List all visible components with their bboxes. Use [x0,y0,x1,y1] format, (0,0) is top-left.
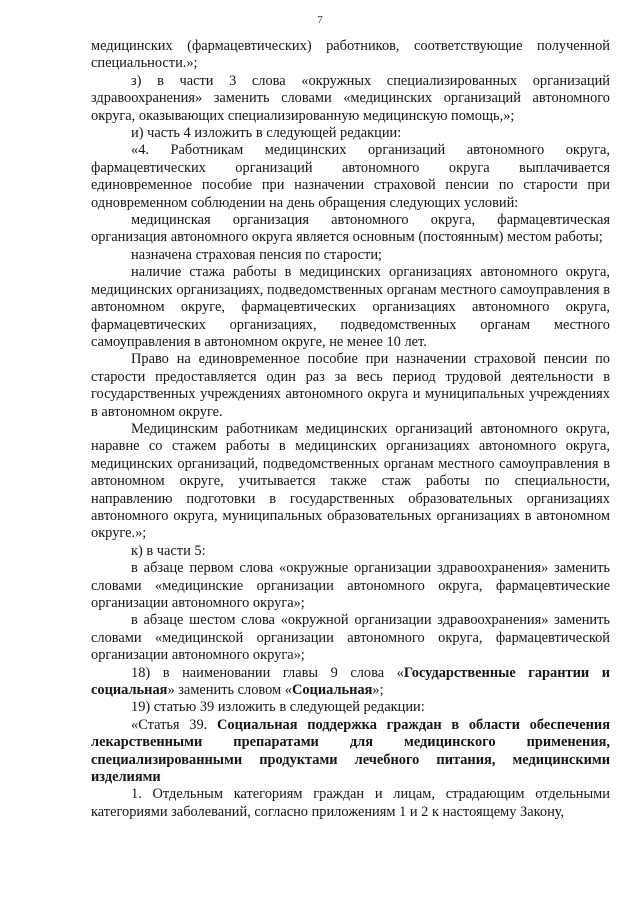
text-run: 1. Отдельным категориям граждан и лицам, страдающим отдельными категориями заболеваний, согласно приложениям 1 и 2 к настоящему Закону, [91,786,610,820]
paragraph [91,699,610,716]
bold-text-run: Социальная [291,682,373,699]
text-run: медицинских (фармацевтических) работников, соответствующие полученной специальности.»; [91,38,610,72]
text-run: 18) в наименовании главы 9 слова « [131,664,404,681]
paragraph [91,212,610,247]
text-run: 19) статью 39 изложить в следующей редакции: [131,699,425,716]
text-run: в абзаце первом слова «окружные организации здравоохранения» заменить словами «медицинские организации автономного округа, фармацевтические организации автономного округа»; [91,560,610,611]
document-body [91,38,610,821]
paragraph [91,38,610,73]
paragraph [91,421,610,543]
bold-text-run: Социальная поддержка граждан в области обеспечения лекарственными препаратами для медицинского применения, специализированными продуктами лечебного питания, медицинскими изделиями [91,716,610,786]
page-number: 7 [317,14,323,26]
paragraph [91,247,610,264]
text-run: и) часть 4 изложить в следующей редакции: [131,125,402,142]
text-run: медицинская организация автономного округа, фармацевтическая организация автономного округа является основным (постоянным) местом работы; [91,212,610,246]
paragraph [91,560,610,612]
text-run: «Статья 39. [131,716,218,733]
text-run: Медицинским работникам медицинских организаций автономного округа, наравне со стажем работы в медицинских организациях автономного округа, медицинских организаций, подведомственных органам местного самоуправления в автономном округе, учитывается также стаж работы по специальности, направлению подготовки в государственных образовательных организациях автономного округа, муниципальных образовательных организациях в автономном округе.»; [91,420,610,542]
paragraph [91,142,610,212]
text-run: » заменить словом « [167,682,292,699]
paragraph [91,612,610,664]
bold-text-run: Государственные гарантии и социальная [91,664,610,699]
text-run: назначена страховая пенсия по старости; [131,246,383,263]
paragraph [91,264,610,351]
text-run: наличие стажа работы в медицинских организациях автономного округа, медицинских организациях, подведомственных органам местного самоуправления в автономном округе, фармацевтических организациях автономного округа, фармацевтических организациях, подведомственных органам местного самоуправления в автономном округе, не менее 10 лет. [91,264,610,350]
paragraph [91,717,610,787]
text-run: »; [372,682,384,699]
paragraph [91,125,610,142]
text-run: з) в части 3 слова «окружных специализированных организаций здравоохранения» заменить словами «медицинских организаций автономного округа, оказывающих специализированную медицинскую помощь,»; [91,72,610,124]
text-run: к) в части 5: [131,542,206,559]
text-run: в абзаце шестом слова «окружной организации здравоохранения» заменить словами «медицинской организации автономного округа, фармацевтической организации автономного округа»; [91,612,610,664]
text-run: «4. Работникам медицинских организаций автономного округа, фармацевтических организаций автономного округа выплачивается единовременное пособие при назначении страховой пенсии по старости при одновременном соблюдении на день обращения следующих условий: [91,142,610,211]
paragraph [91,73,610,125]
text-run: Право на единовременное пособие при назначении страховой пенсии по старости предоставляется один раз за весь период трудовой деятельности в государственных учреждениях автономного округа и муниципальных учреждениях в автономном округе. [91,351,610,420]
paragraph [91,786,610,821]
paragraph [91,665,610,700]
paragraph [91,351,610,421]
paragraph [91,543,610,560]
